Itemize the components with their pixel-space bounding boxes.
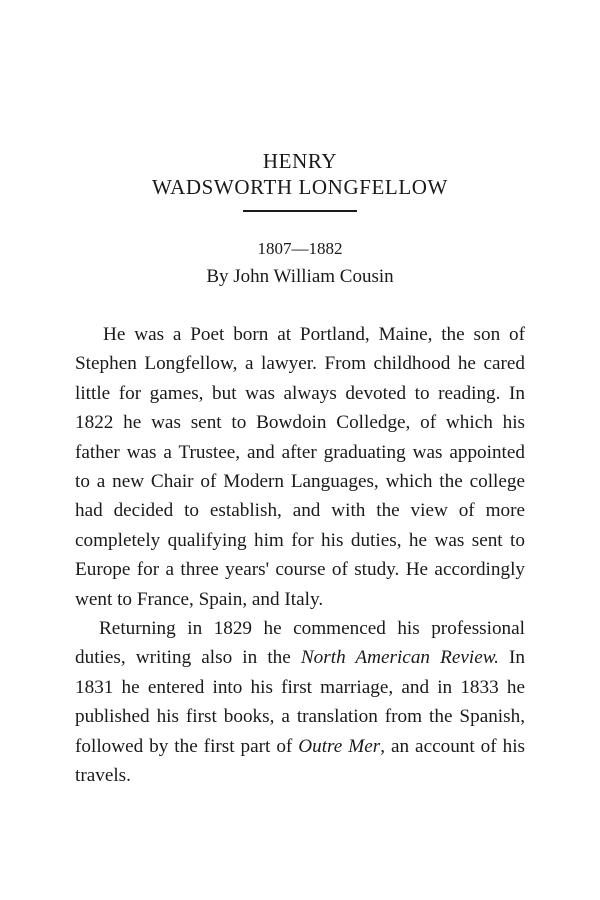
byline: By John William Cousin — [206, 266, 394, 287]
publication-title: North American Review. — [300, 647, 499, 669]
heading-line-2: WADSWORTH LONGFELLOW — [152, 175, 448, 199]
chapter-heading — [0, 148, 600, 212]
paragraph-2-part-1: Returning in 1829 he commenced his professional duties, writing also in the — [75, 618, 525, 669]
life-dates: 1807—1882 — [257, 239, 343, 258]
paragraph-2 — [75, 614, 525, 790]
heading-divider — [243, 210, 357, 212]
paragraph-2-part-2: In 1831 he entered into his first marriage, and in 1833 he published his first books, a translation from the Spanish, followed by the first part of — [75, 647, 525, 757]
paragraph-1: He was a Poet born at Portland, Maine, the son of Stephen Longfellow, a lawyer. From childhood he cared little for games, but was always devoted to reading. In 1822 he was sent to Bowdoin Colledge, of which his father was a Trustee, and after graduating was appointed to a new Chair of Modern Languages, which the college had decided to establish, and with the view of more completely qualifying him for his duties, he was sent to Europe for a three years' course of study. He accordingly went to France, Spain, and Italy. — [75, 324, 525, 610]
heading-line-1: HENRY — [262, 149, 338, 173]
book-title: Outre Mer — [298, 735, 381, 757]
body-text — [75, 320, 525, 791]
paragraph-2-part-3: , an account of his travels. — [75, 735, 525, 787]
